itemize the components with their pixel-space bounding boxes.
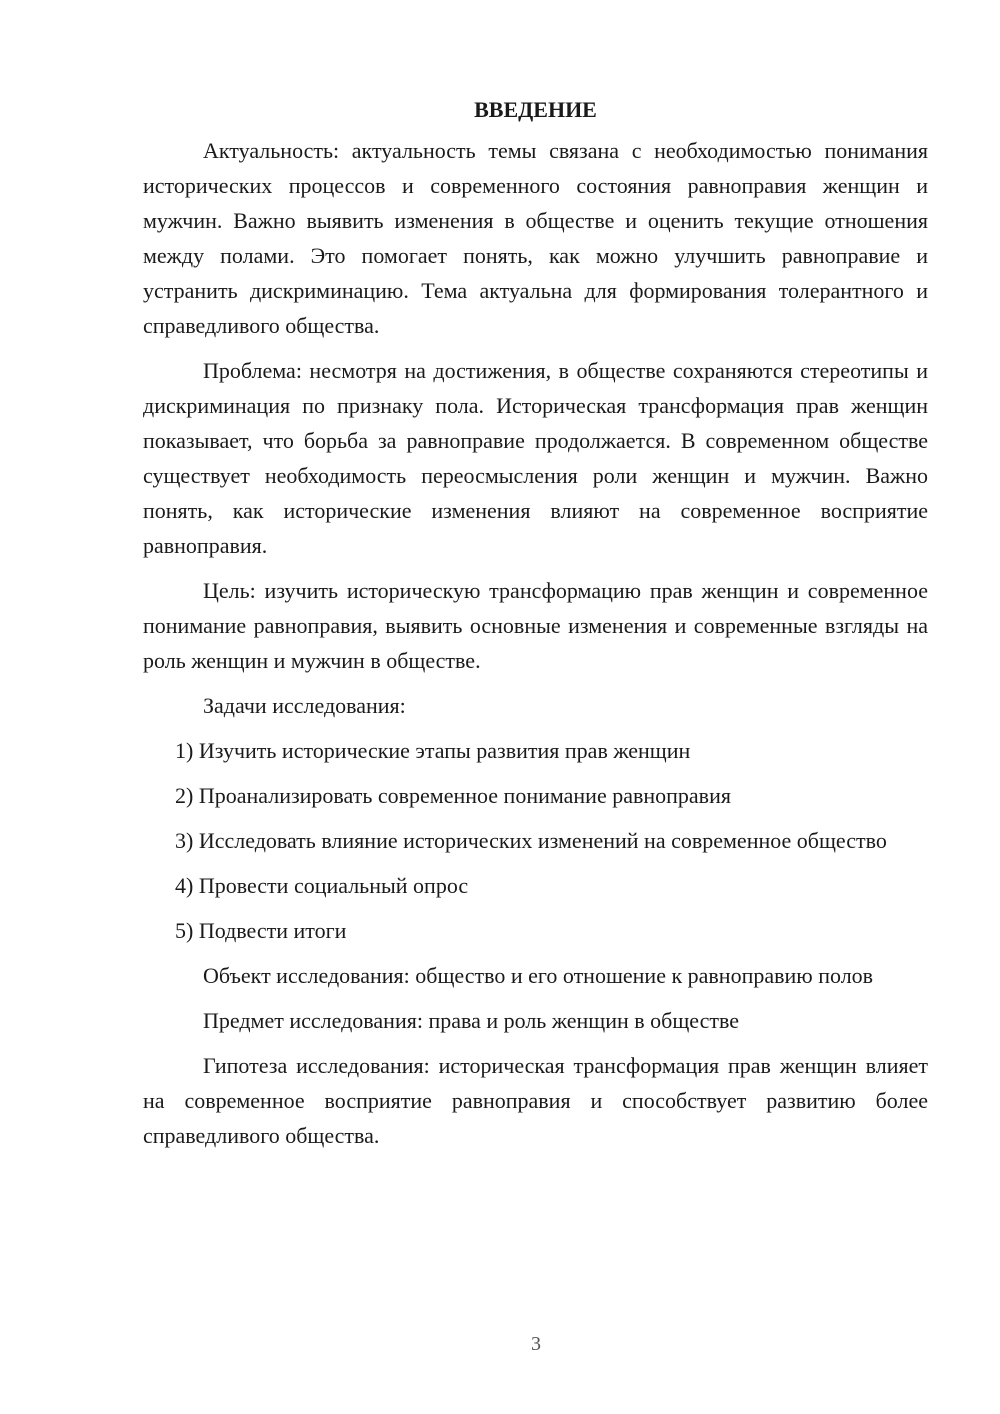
paragraph-subject: Предмет исследования: права и роль женщин в обществе [203,1008,740,1033]
task-item-1: 1) Изучить исторические этапы развития прав женщин [175,738,691,763]
paragraph-problem: Проблема: несмотря на достижения, в обществе сохраняются стереотипы и дискриминация по признаку пола. Историческая трансформация прав женщин показывает, что борьба за равноправие продолжается. В современном обществе существует необходимость переосмысления роли женщин и мужчин. Важно понять, как исторические изменения влияют на современное восприятие равноправия. [143,358,928,558]
paragraph-hypothesis: Гипотеза исследования: историческая трансформация прав женщин влияет на современное восприятие равноправия и способствует развитию более справедливого общества. [143,1053,928,1148]
paragraph-goal: Цель: изучить историческую трансформацию прав женщин и современное понимание равноправия, выявить основные изменения и современные взгляды на роль женщин и мужчин в обществе. [143,578,928,673]
page-content [143,92,928,1163]
page-title: ВВЕДЕНИЕ [474,97,597,122]
tasks-label: Задачи исследования: [203,693,406,718]
page-number: 3 [531,1333,541,1355]
task-item-5: 5) Подвести итоги [175,918,347,943]
paragraph-relevance: Актуальность: актуальность темы связана с необходимостью понимания исторических процессов и современного состояния равноправия женщин и мужчин. Важно выявить изменения в обществе и оценить текущие отношения между полами. Это помогает понять, как можно улучшить равноправие и устранить дискриминацию. Тема актуальна для формирования толерантного и справедливого общества. [143,138,928,338]
task-item-2: 2) Проанализировать современное понимание равноправия [175,783,731,808]
paragraph-object: Объект исследования: общество и его отношение к равноправию полов [203,963,874,988]
task-item-4: 4) Провести социальный опрос [175,873,469,898]
task-item-3: 3) Исследовать влияние исторических изменений на современное общество [175,828,887,853]
